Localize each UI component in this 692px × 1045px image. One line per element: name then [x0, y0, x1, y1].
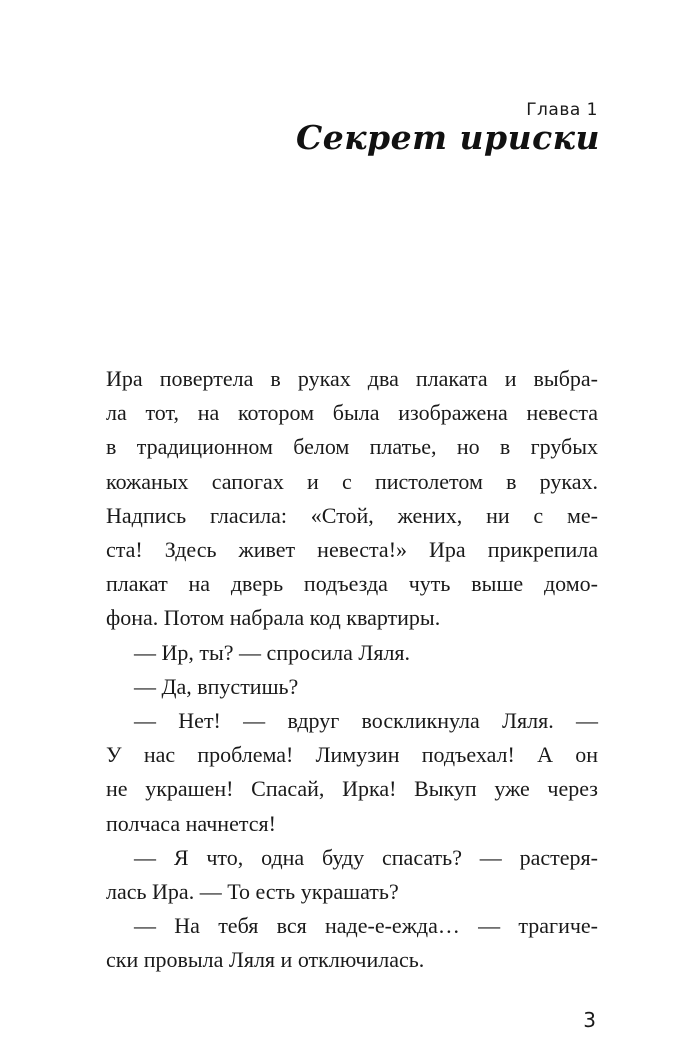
text-line: фона. Потом набрала код квартиры.: [106, 605, 441, 631]
text-line: — Я что, одна буду спасать? — растеря-: [134, 844, 598, 870]
text-line: ста! Здесь живет невеста!» Ира прикрепила: [106, 537, 598, 563]
text-line: кожаных сапогах и с пистолетом в руках.: [106, 468, 598, 494]
text-line: полчаса начнется!: [106, 810, 276, 836]
page-number: 3: [583, 1008, 596, 1032]
text-line: ла тот, на котором была изображена невеста: [106, 400, 598, 426]
text-line: — На тебя вся наде-е-ежда… — трагиче-: [134, 913, 598, 939]
text-line: лась Ира. — То есть украшать?: [106, 879, 399, 905]
text-line: — Ир, ты? — спросила Ляля.: [134, 639, 411, 665]
text-line: в традиционном белом платье, но в грубых: [106, 434, 598, 460]
text-line: — Нет! — вдруг воскликнула Ляля. —: [134, 708, 598, 734]
text-line: — Да, впустишь?: [134, 673, 299, 699]
text-line: плакат на дверь подъезда чуть выше домо-: [106, 571, 598, 597]
body-text: [106, 362, 598, 978]
text-line: не украшен! Спасай, Ирка! Выкуп уже через: [106, 776, 598, 802]
text-line: ски провыла Ляля и отключилась.: [106, 947, 425, 973]
chapter-label: Глава 1: [526, 100, 598, 120]
chapter-title: Секрет ириски: [295, 118, 600, 157]
text-line: Надпись гласила: «Стой, жених, ни с ме-: [106, 502, 598, 528]
text-line: У нас проблема! Лимузин подъехал! А он: [106, 742, 598, 768]
text-line: Ира повертела в руках два плаката и выбра-: [106, 366, 598, 391]
